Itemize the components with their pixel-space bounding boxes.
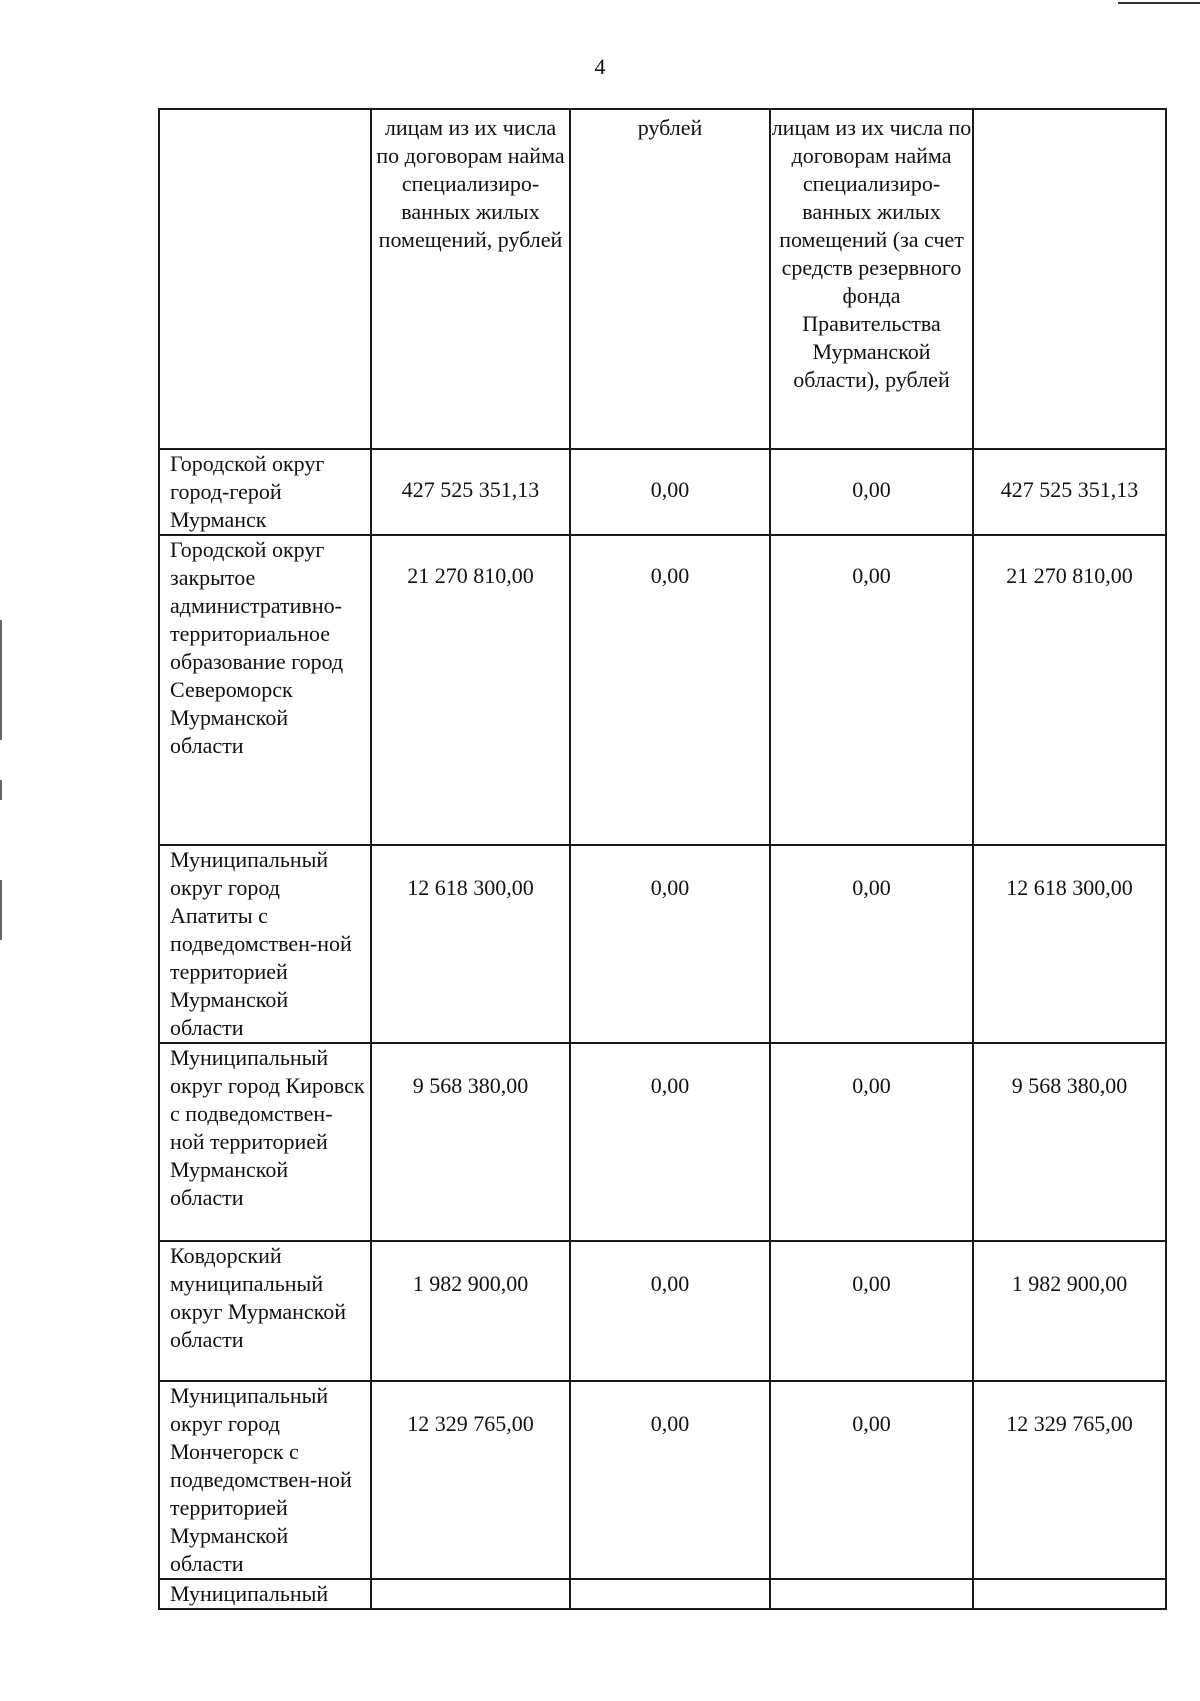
amount-cell [570, 1043, 770, 1241]
amount-value: 0,00 [852, 1073, 891, 1098]
amount-value: 427 525 351,13 [401, 477, 540, 502]
amount-cell [570, 1579, 770, 1609]
amount-cell [973, 1579, 1166, 1609]
header-cell-rubles: рублей [570, 109, 770, 449]
page-number: 4 [594, 54, 606, 79]
amount-cell [371, 449, 570, 535]
amount-value: 21 270 810,00 [407, 563, 534, 588]
amount-value: 0,00 [650, 875, 690, 900]
amount-cell [371, 1381, 570, 1579]
amount-cell [770, 535, 973, 845]
amount-value: 0,00 [852, 1271, 891, 1296]
amount-cell [973, 1241, 1166, 1381]
amount-value: 0,00 [650, 477, 690, 502]
table-row [159, 845, 1166, 1043]
amount-cell [770, 845, 973, 1043]
table-header-row [159, 109, 1166, 449]
amount-cell [570, 1241, 770, 1381]
municipality-name: Муниципальный [159, 1579, 371, 1609]
amount-value: 12 618 300,00 [1006, 875, 1133, 900]
header-cell-total [973, 109, 1166, 449]
amount-cell [570, 1381, 770, 1579]
amount-cell [570, 845, 770, 1043]
amount-cell [371, 535, 570, 845]
amount-cell [770, 1579, 973, 1609]
header-cell-reserve-fund: лицам из их числа по договорам найма специализиро-ванных жилых помещений (за счет средств резервного фонда Правительства Мурманской области), рублей [770, 109, 973, 449]
table-row [159, 1241, 1166, 1381]
table-row [159, 535, 1166, 845]
amount-cell [973, 449, 1166, 535]
header-cell-name [159, 109, 371, 449]
amount-cell [973, 535, 1166, 845]
amount-cell [570, 535, 770, 845]
scan-corner-mark [1118, 2, 1200, 4]
amount-value: 1 982 900,00 [1011, 1271, 1128, 1296]
municipality-name: Городской округ закрытое административно-территориальное образование город Североморск Мурманской области [159, 535, 371, 845]
amount-cell [973, 1043, 1166, 1241]
municipality-name: Муниципальный округ город Мончегорск с подведомствен-ной территорией Мурманской области [159, 1381, 371, 1579]
table-row [159, 449, 1166, 535]
budget-table [158, 108, 1167, 1610]
municipality-name: Муниципальный округ город Апатиты с подведомствен-ной территорией Мурманской области [159, 845, 371, 1043]
amount-cell [973, 845, 1166, 1043]
amount-cell [371, 1241, 570, 1381]
amount-cell [973, 1381, 1166, 1579]
amount-cell [770, 449, 973, 535]
header-cell-transfers: лицам из их числа по договорам найма специализиро-ванных жилых помещений, рублей [371, 109, 570, 449]
amount-value: 0,00 [852, 477, 891, 502]
scan-edge-mark [0, 780, 2, 800]
amount-value: 12 329 765,00 [1006, 1411, 1133, 1436]
amount-cell [371, 845, 570, 1043]
municipality-name: Муниципальный округ город Кировск с подведомствен-ной территорией Мурманской области [159, 1043, 371, 1241]
amount-value: 9 568 380,00 [412, 1073, 529, 1098]
municipality-name: Ковдорский муниципальный округ Мурманской области [159, 1241, 371, 1381]
amount-value: 12 329 765,00 [407, 1411, 534, 1436]
amount-cell [770, 1241, 973, 1381]
table-row [159, 1579, 1166, 1609]
amount-value: 0,00 [650, 1411, 690, 1436]
scan-edge-mark [0, 620, 2, 740]
amount-value: 0,00 [650, 1271, 690, 1296]
table-row [159, 1043, 1166, 1241]
amount-cell [371, 1579, 570, 1609]
amount-value: 1 982 900,00 [412, 1271, 529, 1296]
amount-value: 0,00 [852, 563, 891, 588]
amount-value: 9 568 380,00 [1011, 1073, 1128, 1098]
amount-cell [371, 1043, 570, 1241]
amount-cell [570, 449, 770, 535]
amount-value: 0,00 [650, 563, 690, 588]
amount-value: 427 525 351,13 [1000, 477, 1139, 502]
amount-value: 0,00 [852, 875, 891, 900]
scan-edge-mark [0, 880, 2, 940]
amount-value: 0,00 [852, 1411, 891, 1436]
table-row [159, 1381, 1166, 1579]
municipality-name: Городской округ город-герой Мурманск [159, 449, 371, 535]
amount-cell [770, 1043, 973, 1241]
amount-value: 0,00 [650, 1073, 690, 1098]
amount-cell [770, 1381, 973, 1579]
amount-value: 21 270 810,00 [1006, 563, 1133, 588]
amount-value: 12 618 300,00 [407, 875, 534, 900]
